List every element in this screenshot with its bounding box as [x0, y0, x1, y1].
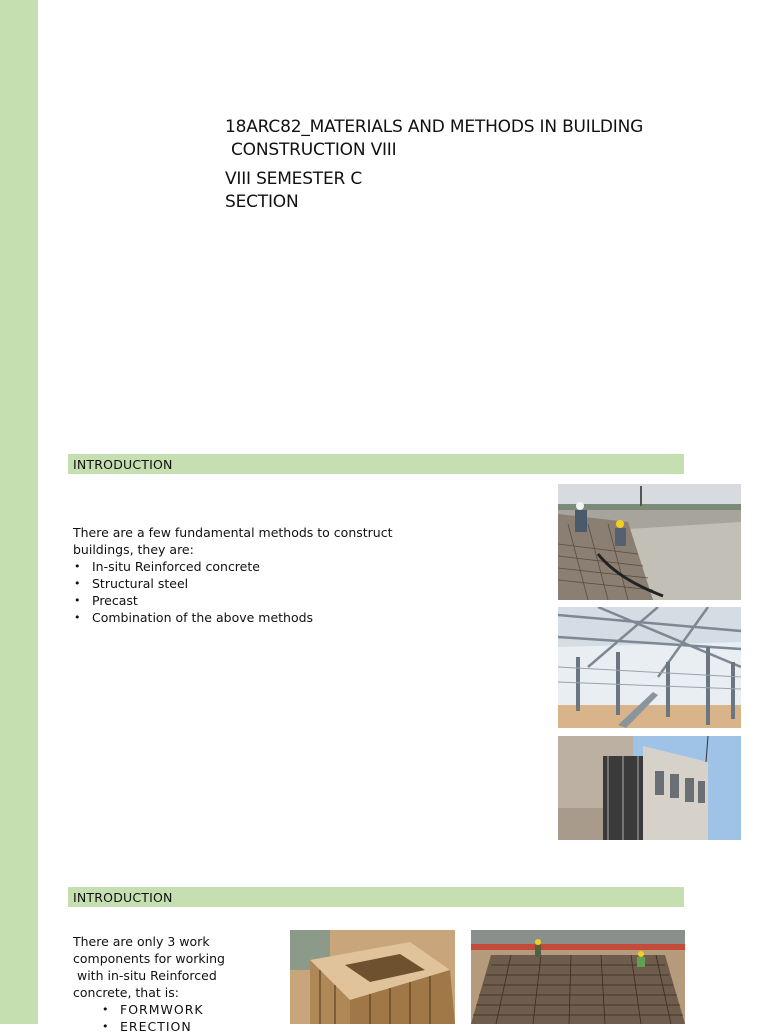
- para-line: with in-situ Reinforced: [73, 968, 217, 983]
- work-components-paragraph: [73, 933, 253, 1035]
- section-heading-bar: [68, 887, 684, 907]
- list-item: • In-situ Reinforced concrete: [73, 558, 403, 575]
- list-item: • Precast: [73, 592, 403, 609]
- para-line: concrete, that is:: [73, 985, 179, 1000]
- subtitle-line-1: VIII SEMESTER C: [225, 169, 363, 189]
- precast-panel-photo: [558, 736, 741, 840]
- title-line-1: 18ARC82_MATERIALS AND METHODS IN BUILDING: [225, 117, 644, 137]
- list-item: • ERECTION: [73, 1018, 253, 1035]
- document-title: [225, 116, 643, 162]
- concrete-pouring-photo: [558, 484, 741, 600]
- document-subtitle: [225, 168, 362, 214]
- section-heading: INTRODUCTION: [73, 457, 173, 472]
- title-line-2: CONSTRUCTION VIII: [231, 140, 397, 160]
- intro-line: There are a few fundamental methods to construct: [73, 525, 393, 540]
- timber-formwork-photo: [290, 930, 455, 1024]
- para-line: components for working: [73, 951, 225, 966]
- section-heading-bar: [68, 454, 684, 474]
- rebar-mesh-photo: [471, 930, 685, 1024]
- components-list: [73, 1001, 253, 1035]
- list-item: • FORMWORK: [73, 1001, 253, 1018]
- section-heading: INTRODUCTION: [73, 890, 173, 905]
- steel-frame-photo: [558, 607, 741, 728]
- para-line: There are only 3 work: [73, 934, 210, 949]
- list-item: • Combination of the above methods: [73, 609, 403, 626]
- methods-list: [73, 558, 403, 626]
- intro-line: buildings, they are:: [73, 542, 194, 557]
- list-item: • Structural steel: [73, 575, 403, 592]
- subtitle-line-2: SECTION: [225, 192, 299, 212]
- intro-paragraph: [73, 524, 403, 626]
- side-color-strip: [0, 0, 38, 1024]
